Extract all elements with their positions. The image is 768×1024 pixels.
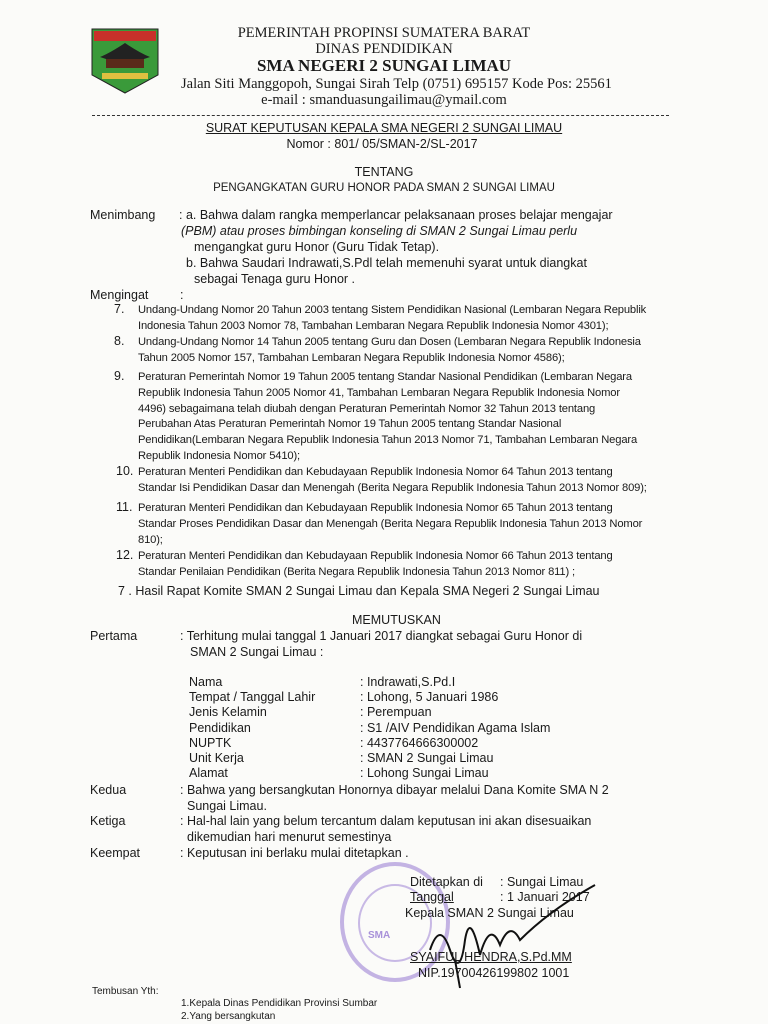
field-label: Alamat [189, 766, 228, 781]
pertama-text: : Terhitung mulai tanggal 1 Januari 2017 diangkat sebagai Guru Honor di [180, 629, 583, 643]
item-text: Undang-Undang Nomor 14 Tahun 2005 tentang Guru dan Dosen (Lembaran Negara Republik Indonesia [138, 336, 641, 348]
item-text: Peraturan Menteri Pendidikan dan Kebudayaan Republik Indonesia Nomor 64 Tahun 2013 tentang [138, 466, 613, 478]
date-label: Tanggal [410, 890, 454, 904]
header-government: PEMERINTAH PROPINSI SUMATERA BARAT [237, 25, 531, 41]
item-text: Republik Indonesia Tahun 2005 Nomor 41, Tambahan Lembaran Negara Republik Indonesia Nomor [138, 386, 620, 399]
item-text: Standar Penilaian Pendidikan (Berita Negara Republik Indonesia Tahun 2013 Nomor 811) ; [138, 565, 575, 578]
ketiga-text: : Hal-hal lain yang belum tercantum dalam keputusan ini akan disesuaikan [180, 814, 592, 828]
kedua-text: Sungai Limau. [187, 799, 267, 813]
decree-title: SURAT KEPUTUSAN KEPALA SMA NEGERI 2 SUNGAI LIMAU [205, 121, 563, 135]
field-value: : S1 /AIV Pendidikan Agama Islam [360, 720, 551, 735]
item-text: Peraturan Menteri Pendidikan dan Kebudayaan Republik Indonesia Nomor 66 Tahun 2013 tentang [138, 550, 613, 562]
kedua-label: Kedua [90, 783, 127, 797]
item-number: 7. [114, 302, 125, 316]
keempat-text: : Keputusan ini berlaku mulai ditetapkan . [180, 846, 409, 860]
header-school: SMA NEGERI 2 SUNGAI LIMAU [256, 56, 512, 75]
menimbang-line: mengangkat guru Honor (Guru Tidak Tetap). [194, 240, 440, 254]
colon: : [180, 288, 184, 302]
field-label: Unit Kerja [189, 751, 244, 765]
item-text: Peraturan Menteri Pendidikan dan Kebudayaan Republik Indonesia Nomor 65 Tahun 2013 tentang [138, 502, 613, 514]
ketiga-label: Ketiga [90, 814, 126, 828]
menimbang-line: b. Bahwa Saudari Indrawati,S.Pdl telah memenuhi syarat untuk diangkat [186, 256, 587, 270]
item-text: Indonesia Tahun 2003 Nomor 78, Tambahan Lembaran Negara Republik Indonesia Nomor 4301); [138, 319, 609, 332]
header-address: Jalan Siti Manggopoh, Sungai Sirah Telp (0751) 695157 Kode Pos: 25561 [181, 76, 612, 92]
item-number: 12. [116, 548, 134, 562]
signer-position: Kepala SMAN 2 Sungai Limau [405, 906, 574, 920]
tembusan-label: Tembusan Yth: [92, 986, 159, 997]
item-number: 10. [116, 464, 134, 478]
field-label: NUPTK [189, 735, 232, 750]
field-value: : Perempuan [360, 705, 432, 720]
item-text: Tahun 2005 Nomor 157, Tambahan Lembaran Negara Republik Indonesia Nomor 4586); [138, 351, 565, 364]
field-value: : Indrawati,S.Pd.I [360, 675, 456, 689]
item-text: Peraturan Pemerintah Nomor 19 Tahun 2005 tentang Standar Nasional Pendidikan (Lembaran Negara [138, 371, 632, 383]
item-number: 8. [114, 334, 125, 348]
header-divider [92, 115, 669, 116]
memutuskan-heading: MEMUTUSKAN [352, 613, 441, 627]
item-text: 810); [138, 533, 163, 546]
kedua-text: : Bahwa yang bersangkutan Honornya dibayar melalui Dana Komite SMA N 2 [180, 783, 609, 797]
menimbang-line: sebagai Tenaga guru Honor . [194, 272, 355, 286]
field-label: Nama [189, 675, 223, 689]
ketiga-text: dikemudian hari menurut semestinya [187, 830, 392, 844]
item-text: Standar Isi Pendidikan Dasar dan Menengah (Berita Negara Republik Indonesia Tahun 2013 Nomor 809); [138, 481, 647, 494]
field-label: Pendidikan [189, 720, 251, 735]
item-text: Standar Proses Pendidikan Dasar dan Menengah (Berita Negara Republik Indonesia Tahun 2013 Nomor [138, 517, 643, 530]
item-text: Republik Indonesia Nomor 5410); [138, 450, 301, 462]
item-text: Perubahan Atas Peraturan Pemerintah Nomor 19 Tahun 2005 tentang Standar Nasional [138, 418, 562, 431]
tentang-label: TENTANG [354, 165, 414, 179]
item-text: 4496) sebagaimana telah diubah dengan Peraturan Pemerintah Nomor 32 Tahun 2013 tentang [138, 402, 596, 415]
mengingat-last: 7 . Hasil Rapat Komite SMAN 2 Sungai Limau dan Kepala SMA Negeri 2 Sungai Limau [118, 584, 600, 598]
place-value: : Sungai Limau [500, 875, 584, 889]
decree-subject: PENGANGKATAN GURU HONOR PADA SMAN 2 SUNGAI LIMAU [213, 182, 555, 194]
field-value: : SMAN 2 Sungai Limau [360, 751, 494, 765]
menimbang-label: Menimbang [90, 208, 156, 222]
pertama-text: SMAN 2 Sungai Limau : [190, 645, 324, 659]
menimbang-line: : a. Bahwa dalam rangka memperlancar pelaksanaan proses belajar mengajar [179, 208, 613, 222]
field-label: Jenis Kelamin [189, 705, 267, 720]
field-label: Tempat / Tanggal Lahir [189, 690, 316, 705]
field-value: : 4437764666300002 [360, 735, 479, 750]
place-label: Ditetapkan di [410, 875, 483, 889]
tembusan-item: 2.Yang bersangkutan [181, 1011, 276, 1022]
pertama-label: Pertama [90, 629, 138, 643]
header-email: e-mail : smanduasungailimau@ymail.com [261, 92, 507, 108]
date-value: : 1 Januari 2017 [500, 890, 590, 904]
menimbang-line: (PBM) atau proses bimbingan konseling di SMAN 2 Sungai Limau perlu [181, 224, 578, 238]
keempat-label: Keempat [90, 846, 141, 860]
header-department: DINAS PENDIDIKAN [315, 41, 453, 57]
item-number: 9. [114, 369, 125, 383]
tembusan-item: 1.Kepala Dinas Pendidikan Provinsi Sumbar [181, 998, 378, 1009]
field-value: : Lohong Sungai Limau [360, 766, 489, 781]
mengingat-label: Mengingat [90, 288, 149, 302]
item-text: Undang-Undang Nomor 20 Tahun 2003 tentang Sistem Pendidikan Nasional (Lembaran Negara Republik [138, 304, 647, 316]
signer-nip: NIP.19700426199802 1001 [418, 966, 570, 980]
item-text: Pendidikan(Lembaran Negara Republik Indonesia Tahun 2013 Nomor 71, Tambahan Lembaran Negara [138, 434, 638, 447]
item-number: 11. [116, 500, 133, 514]
field-value: : Lohong, 5 Januari 1986 [360, 690, 499, 705]
stamp-text: SMA [368, 930, 391, 941]
decree-number: Nomor : 801/ 05/SMAN-2/SL-2017 [286, 137, 478, 151]
signer-name: SYAIFUL HENDRA,S.Pd.MM [410, 950, 572, 964]
